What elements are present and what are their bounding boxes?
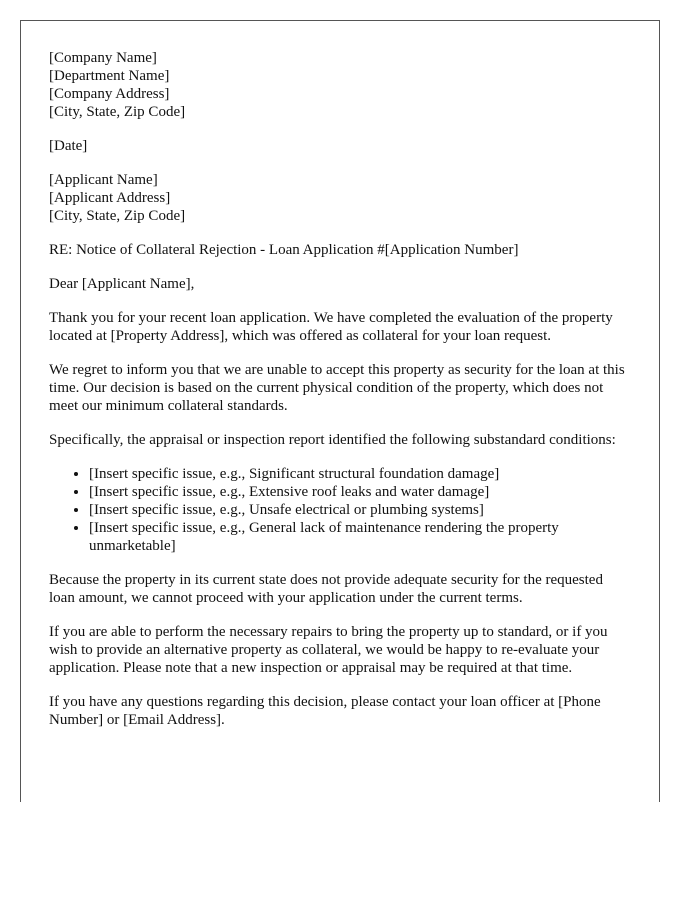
sender-company-address: [Company Address] [49,86,170,102]
paragraph-questions: If you have any questions regarding this decision, please contact your loan officer at [Phone Number] or [Email Address]. [49,694,601,728]
paragraph-because: Because the property in its current state does not provide adequate security for the requested loan amount, we cannot proceed with your application under the current terms. [49,572,603,606]
sender-city-state-zip: [City, State, Zip Code] [49,104,186,120]
recipient-name: [Applicant Name] [49,172,158,188]
letter-date: [Date] [49,138,88,154]
recipient-address: [Applicant Address] [49,190,171,206]
sender-address-block [49,49,631,121]
list-item: • [Insert specific issue, e.g., Extensive roof leaks and water damage] [89,483,631,501]
paragraph-regret: We regret to inform you that we are unable to accept this property as security for the loan at this time. Our decision is based on the current physical condition of the property, which does not meet our minimum collateral standards. [49,362,625,414]
paragraph-repairs: If you are able to perform the necessary repairs to bring the property up to standard, or if you wish to provide an alternative property as collateral, we would be happy to re-evaluate your application. Please note that a new inspection or appraisal may be required at that time. [49,624,608,676]
recipient-address-block [49,171,631,225]
subject-line: RE: Notice of Collateral Rejection - Loan Application #[Application Number] [49,242,519,258]
recipient-city-state-zip: [City, State, Zip Code] [49,208,186,224]
list-item: • [Insert specific issue, e.g., General lack of maintenance rendering the property unmarketable] [89,519,631,555]
salutation: Dear [Applicant Name], [49,276,195,292]
list-item: • [Insert specific issue, e.g., Significant structural foundation damage] [89,465,631,483]
sender-department-name: [Department Name] [49,68,170,84]
paragraph-specifics: Specifically, the appraisal or inspection report identified the following substandard conditions: [49,432,616,448]
sender-company-name: [Company Name] [49,50,157,66]
issues-list [49,465,631,555]
letter-page [20,20,660,802]
list-item: • [Insert specific issue, e.g., Unsafe electrical or plumbing systems] [89,501,631,519]
paragraph-intro: Thank you for your recent loan application. We have completed the evaluation of the property located at [Property Address], which was offered as collateral for your loan request. [49,310,613,344]
